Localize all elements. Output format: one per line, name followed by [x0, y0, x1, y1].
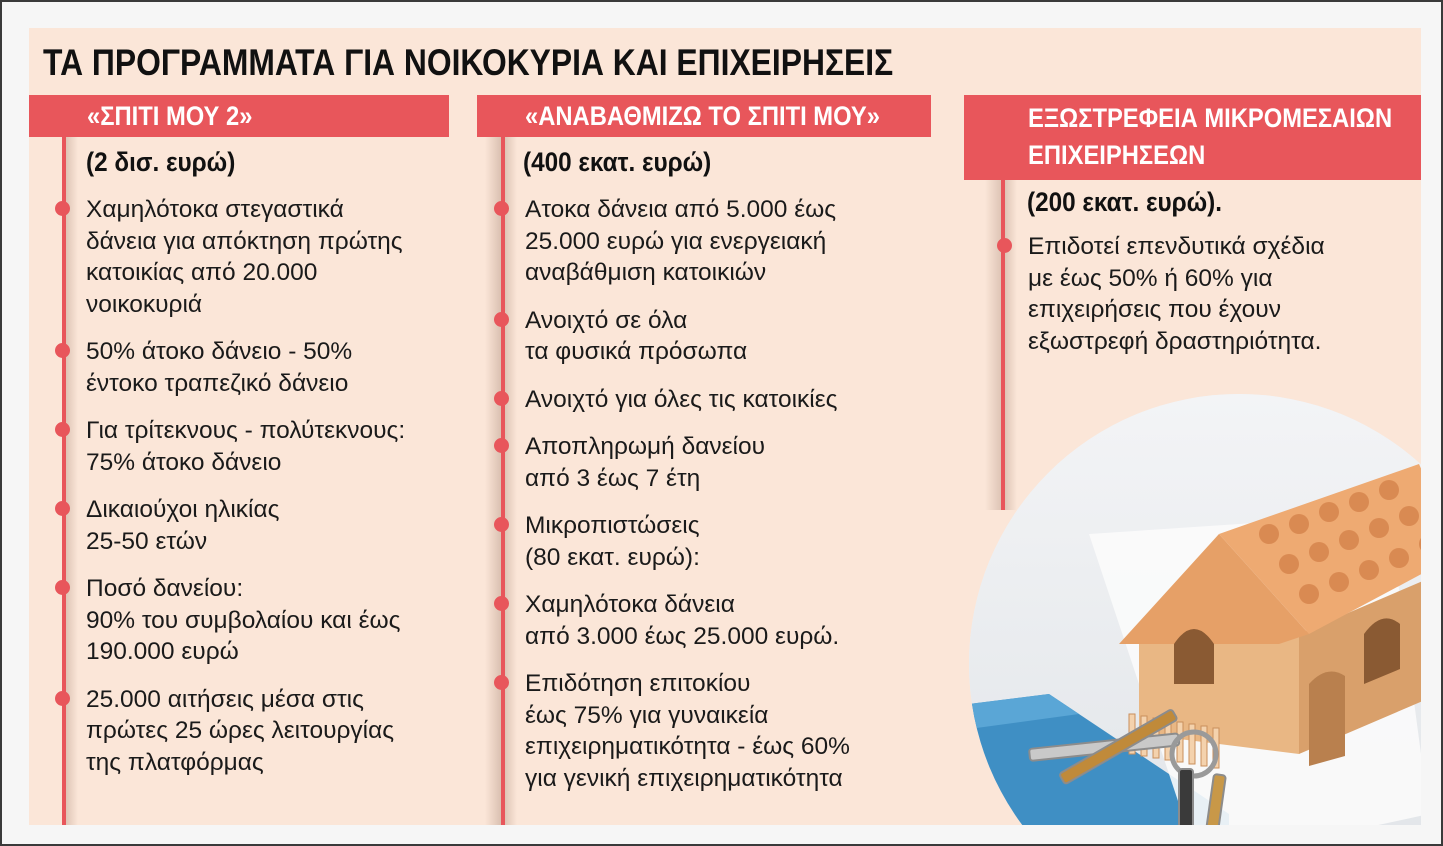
column-2-shadow — [505, 137, 517, 825]
list-item: Επιδότηση επιτοκίου έως 75% για γυναικεία επιχειρηματικότητα - έως 60% για γενική επιχειρηματικότητα — [525, 668, 925, 794]
column-2-header-text: «ΑΝΑΒΑΘΜΙΖΩ ΤΟ ΣΠΙΤΙ ΜΟΥ» — [525, 101, 880, 131]
column-3-header-line1: ΕΞΩΣΤΡΕΦΕΙΑ ΜΙΚΡΟΜΕΣΑΙΩΝ — [1028, 103, 1393, 133]
column-3-header — [964, 95, 1421, 180]
page-title: ΤΑ ΠΡΟΓΡΑΜΜΑΤΑ ΓΙΑ ΝΟΙΚΟΚΥΡΙΑ ΚΑΙ ΕΠΙΧΕΙΡΗΣΕΙΣ — [43, 42, 894, 83]
column-2-header — [477, 95, 931, 137]
list-item: Δικαιούχοι ηλικίας 25-50 ετών — [86, 494, 466, 557]
column-2-shadow-left — [485, 137, 501, 825]
list-item: 25.000 αιτήσεις μέσα στις πρώτες 25 ώρες λειτουργίας της πλατφόρμας — [86, 684, 466, 779]
list-item: Ανοιχτό για όλες τις κατοικίες — [525, 384, 925, 416]
list-item: Ποσό δανείου: 90% του συμβολαίου και έως 190.000 ευρώ — [86, 573, 466, 668]
list-item: Επιδοτεί επενδυτικά σχέδια με έως 50% ή 60% για επιχειρήσεις που έχουν εξωστρεφή δραστηριότητα. — [1028, 231, 1418, 357]
column-3-header-line2: ΕΠΙΧΕΙΡΗΣΕΩΝ — [1028, 140, 1206, 170]
column-1-list — [86, 194, 466, 794]
list-item: Μικροπιστώσεις (80 εκατ. ευρώ): — [525, 510, 925, 573]
house-keys-photo — [969, 394, 1421, 825]
column-3-amount: (200 εκατ. ευρώ). — [1027, 187, 1223, 217]
infographic-panel — [29, 28, 1421, 825]
column-2-amount: (400 εκατ. ευρώ) — [523, 147, 712, 177]
list-item: 50% άτοκο δάνειο - 50% έντοκο τραπεζικό δάνειο — [86, 336, 466, 399]
column-3-shadow-left — [985, 180, 1001, 510]
column-3-list — [1028, 231, 1418, 373]
list-item: Ατοκα δάνεια από 5.000 έως 25.000 ευρώ για ενεργειακή αναβάθμιση κατοικιών — [525, 194, 925, 289]
column-1-header-text: «ΣΠΙΤΙ ΜΟΥ 2» — [87, 101, 253, 131]
list-item: Χαμηλότοκα δάνεια από 3.000 έως 25.000 ευρώ. — [525, 589, 925, 652]
list-item: Για τρίτεκνους - πολύτεκνους: 75% άτοκο δάνειο — [86, 415, 466, 478]
column-2-list — [525, 194, 925, 810]
column-3-shadow — [1005, 180, 1017, 510]
column-1-header — [29, 95, 449, 137]
list-item: Χαμηλότοκα στεγαστικά δάνεια για απόκτηση πρώτης κατοικίας από 20.000 νοικοκυριά — [86, 194, 466, 320]
column-1-amount: (2 δισ. ευρώ) — [86, 147, 236, 177]
list-item: Ανοιχτό σε όλα τα φυσικά πρόσωπα — [525, 305, 925, 368]
column-1-shadow — [66, 137, 78, 825]
house-keys-illustration — [969, 394, 1421, 825]
list-item: Αποπληρωμή δανείου από 3 έως 7 έτη — [525, 431, 925, 494]
